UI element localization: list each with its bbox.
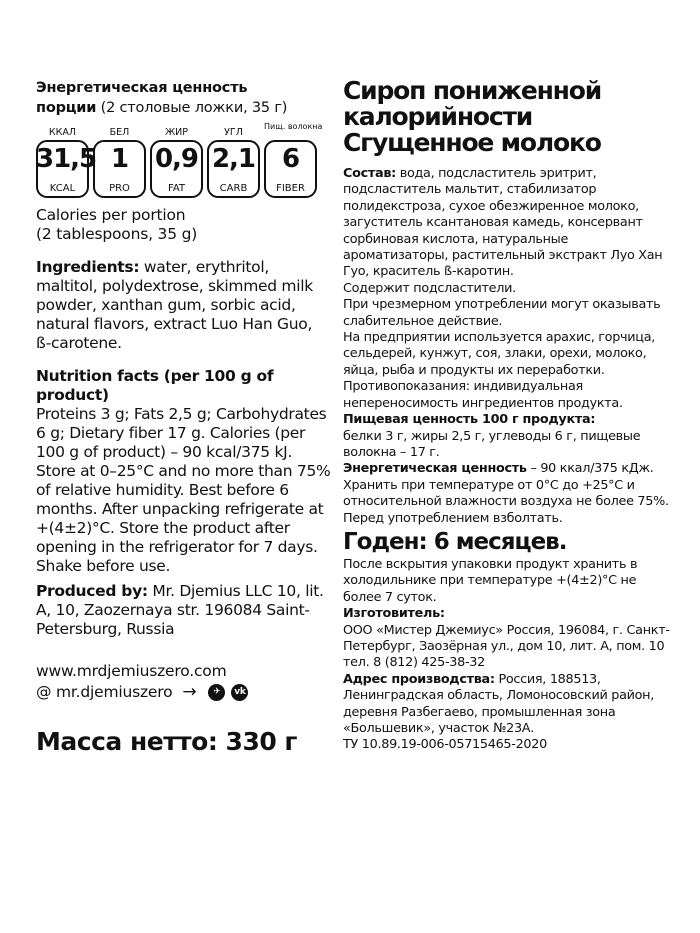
nutrient-sub-label: CARB [219,183,248,194]
calories-per-portion-en: Calories per portion (2 tablespoons, 35 g) [36,206,198,243]
tu-code: ТУ 10.89.19-006-05715465-2020 [343,737,547,753]
nutrition-label-ru: Пищевая ценность 100 г продукта: [343,412,596,428]
produced-by-en [36,582,331,639]
energy-heading [36,78,331,118]
left-column [36,78,331,756]
composition-text: вода, подсластитель эритрит, подсластитель мальтит, стабилизатор полидекстроза, сухое обезжиренное молоко, загуститель ксантановая камедь, консервант сорбиновая кислота, натуральные ароматизаторы, растительный экстракт Луо Хан Гуо, краситель ß-каротин. [343,166,663,280]
nutrition-label: Nutrition facts (per 100 g of product) [36,367,274,404]
maker-text: ООО «Мистер Джемиус» Россия, 196084, г. Санкт-Петербург, Заозёрная ул., дом 10, лит. А, пом. 10 тел. 8 (812) 425-38-32 [343,622,670,671]
contacts [36,661,331,703]
produced-text: Mr. Djemius LLC 10, lit. A, 10, Zaozernaya str. 196084 Saint-Petersburg, Russia [36,582,324,638]
nutrient-top-label: БЕЛ [109,127,130,138]
nutrition-text-ru: белки 3 г, жиры 2,5 г, углеводы 6 г, пищевые волокна – 17 г. [343,428,641,460]
nutrient-value: 31,5 [36,144,97,174]
ingredients-en [36,258,331,353]
allergens-note: На предприятии используется арахис, горчица, сельдерей, кунжут, соя, злаки, орехи, молоко, яйца, рыба и продукты их переработки. Противопоказания: индивидуальная непереносимость ингредиентов продукта. [343,330,656,411]
nutrient-top-label: ЖИР [164,127,189,138]
energy-label-ru: Энергетическая ценность [343,461,527,477]
nutrient-top-label: Пищ. волокна [264,122,323,131]
social-handle[interactable]: @ mr.djemiuszero [36,683,173,701]
nutrient-value: 1 [110,144,129,174]
nutrient-value: 6 [281,144,300,174]
storage-block [343,557,673,754]
nutrient-sub-label: PRO [109,183,130,194]
nutrition-facts-en [36,367,331,576]
address-label: Адрес производства: [343,671,495,687]
nutrient-kcal [36,126,97,198]
produced-label: Produced by: [36,582,148,600]
ingredients-label: Ingredients: [36,258,140,276]
arrow-right-icon: → [182,682,197,702]
energy-text-ru: – 90 ккал/375 кДж. Хранить при температуре от 0°С до +25°С и относительной влажности воздуха не более 75%. Перед употреблением взболтать. [343,461,669,526]
nutrient-value: 0,9 [154,144,199,174]
nutrient-value: 2,1 [211,144,256,174]
nutrient-top-label: УГЛ [224,127,243,138]
nutrient-fiber [264,122,323,198]
vk-icon[interactable]: vk [231,684,248,701]
maker-label: Изготовитель: [343,606,445,622]
sweeteners-note: Содержит подсластители. [343,280,516,296]
ingredients-text: water, erythritol, maltitol, polydextrose, skimmed milk powder, xanthan gum, sorbic acid, natural flavors, extract Luo Han Guo, ß-carotene. [36,258,313,352]
telegram-icon[interactable]: ✈ [208,684,225,701]
nutrient-sub-label: KCAL [49,183,76,194]
composition-block [343,166,673,527]
nutrient-top-label: ККАЛ [48,127,77,138]
nutrient-carb [207,126,260,198]
nutrient-fat [150,126,203,198]
laxative-note: При чрезмерном употреблении могут оказывать слабительное действие. [343,297,661,329]
after-opening-note: После вскрытия упаковки продукт хранить в холодильнике при температуре +(4±2)°С не более 7 суток. [343,556,638,605]
nutrient-boxes [36,122,331,198]
shelf-life: Годен: 6 месяцев. [343,528,567,555]
address-text: Россия, 188513, Ленинградская область, Ломоносовский район, деревня Разбегаево, промышленная зона «Большевик», участок №23А. [343,671,655,736]
nutrient-sub-label: FIBER [276,183,305,194]
net-mass: Масса нетто: 330 г [36,727,297,756]
nutrient-sub-label: FAT [167,183,185,194]
energy-title: Энергетическая ценность [36,80,248,96]
energy-portion-rest: (2 столовые ложки, 35 г) [96,100,288,116]
nutrition-text: Proteins 3 g; Fats 2,5 g; Carbohydrates 6 g; Dietary fiber 17 g. Calories (per 100 g of product) – 90 kcal/375 kJ. Store at 0–25°C and no more than 75% of relative humidity. Best before 6 months. After unpacking refrigerate at +(4±2)°C. Store the product after opening in the refrigerator for 7 days. Shake before use. [36,405,331,575]
composition-label: Состав: [343,166,396,181]
nutrient-protein [93,126,146,198]
product-title: Сироп пониженной калорийности Сгущенное молоко [343,76,602,157]
website-link[interactable]: www.mrdjemiuszero.com [36,662,227,680]
right-column [343,78,673,754]
energy-portion-bold: порции [36,100,97,116]
